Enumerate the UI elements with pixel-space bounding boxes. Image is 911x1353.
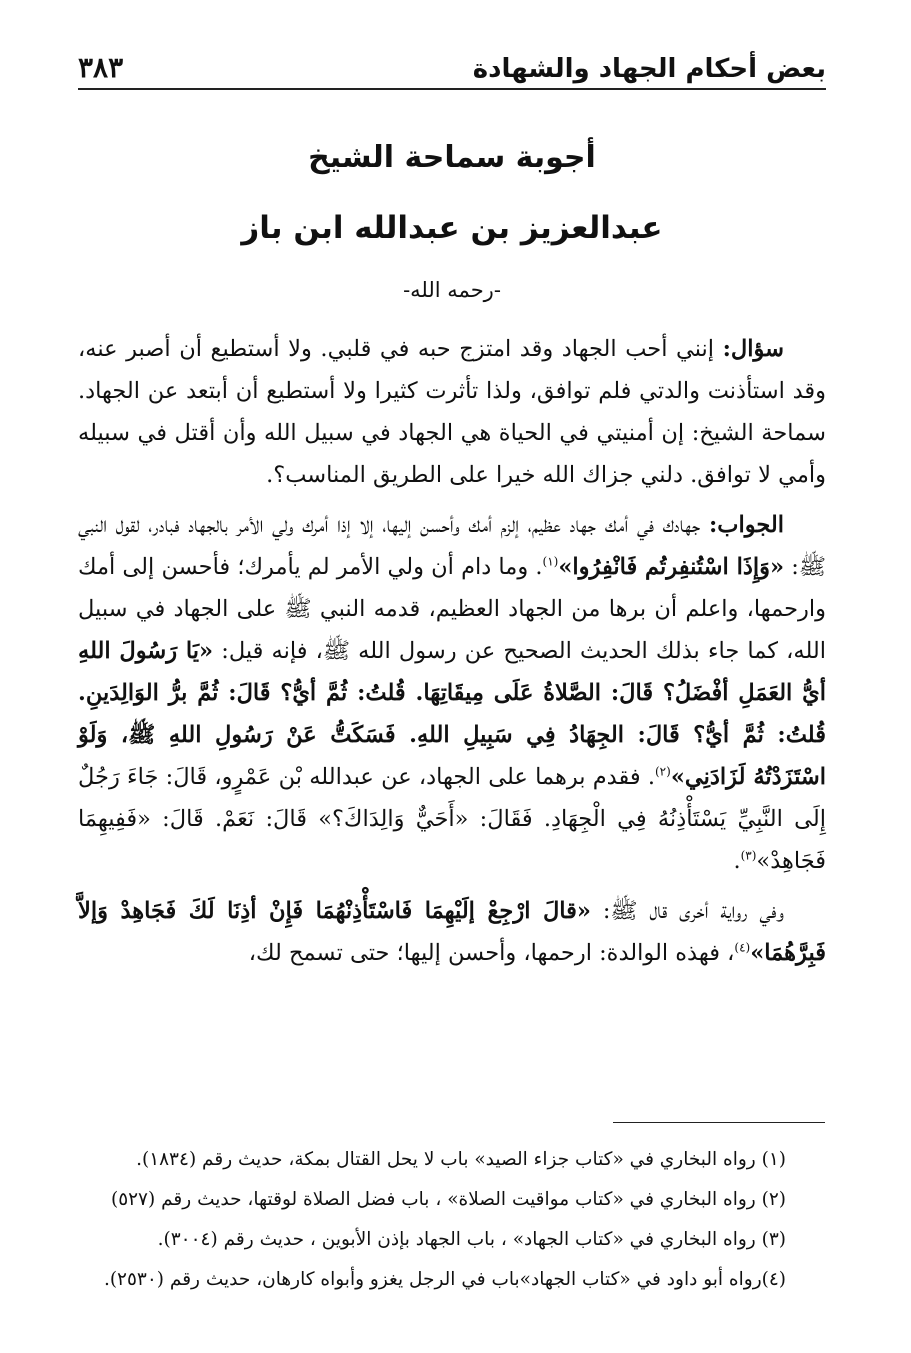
running-title: بعض أحكام الجهاد والشهادة [472,54,826,84]
answer-label: الجواب: [709,512,784,538]
answer-text-4: . [733,848,741,874]
footnotes [78,1140,826,1300]
page-number: ٣٨٣ [78,51,124,84]
question-paragraph [78,328,826,496]
footnote-4: (٤)رواه أبو داود في «كتاب الجهاد»باب في الرجل يغزو وأبواه كارهان، حديث رقم (٢٥٣٠). [103,1269,786,1290]
footnote-ref-3: (٣) [740,848,757,863]
footnote-separator [613,1122,825,1123]
page-header [78,42,826,90]
question-text: إنني أحب الجهاد وقد امتزج حبه في قلبي. ولا أستطيع أن أصبر عنه، وقد استأذنت والدتي فلم توافق، ولذا تأثرت كثيرا ولا أستطيع أن أبتعد عن الجهاد. سماحة الشيخ: إن أمنيتي في الحياة هي الجهاد في سبيل الله وأن أقتل في سبيله وأمي لا توافق. دلني جزاك الله خيرا على الطريق المناسب؟. [78,336,826,488]
body-text [78,328,826,982]
continuation-text-2: ، فهذه الوالدة: ارحمها، وأحسن إليها؛ حتى تسمح لك، [248,940,735,966]
answer-paragraph [78,504,826,882]
hadith-quote-2: «يَا رَسُولَ اللهِ أيُّ العَمَلِ أفْضَلُ؟ قَالَ: الصَّلاةُ عَلَى مِيقَاتِهَا. قُلتُ: ثُمَّ أيُّ؟ قَالَ: ثُمَّ برُّ الوَالِدَينِ. قُلتُ: ثُمَّ أيُّ؟ قَالَ: الجِهَادُ فِي سَبِيلِ اللهِ. فَسَكَتُّ عَنْ رَسُولِ اللهِ ﷺ، وَلَوْ اسْتَزَدْتُهُ لَزَادَنِي» [78,638,826,790]
hadith-quote-3: «قالَ ارْجِعْ إلَيْهِمَا فَاسْتَأْذِنْهُمَا فَإِنْ أذِنَا لَكَ فَجَاهِدْ وَإلاَّ فَبِرَّهُمَا» [78,898,826,966]
footnote-ref-1: (١) [542,554,559,569]
title-line-2: عبدالعزيز بن عبدالله ابن باز [241,210,663,246]
hadith-quote-1: «وَإِذَا اسْتُنفِرتُم فَانْفِرُوا» [558,554,785,580]
question-label: سؤال: [722,336,784,362]
answer-text-2: . وما دام أن ولي الأمر لم يأمرك؛ فأحسن إلى أمك وارحمها، واعلم أن برها من الجهاد العظيم، قدمه النبي ﷺ على الجهاد في سبيل الله، كما جاء بذلك الحديث الصحيح عن رسول الله ﷺ، فإنه قيل: [78,554,826,664]
footnote-2: (٢) رواه البخاري في «كتاب مواقيت الصلاة» ، باب فضل الصلاة لوقتها، حديث رقم (٥٢٧) [110,1189,786,1210]
continuation-paragraph [78,890,826,974]
footnote-ref-2: (٢) [654,764,671,779]
footnote-ref-4: (٤) [734,940,751,955]
footnote-3: (٣) رواه البخاري في «كتاب الجهاد» ، باب الجهاد بإذن الأبوين ، حديث رقم (٣٠٠٤). [157,1229,786,1250]
title-line-1: أجوبة سماحة الشيخ [308,140,596,175]
footnote-1: (١) رواه البخاري في «كتاب جزاء الصيد» باب لا يحل القتال بمكة، حديث رقم (١٨٣٤). [136,1149,786,1170]
title-line-3: -رحمه الله- [403,278,501,302]
answer-text-3: . فقدم برهما على الجهاد، عن عبدالله بْن عَمْرٍو، قَالَ: جَاءَ رَجُلٌ إِلَى النَّبِيِّ يَسْتَأْذِنُهُ فِي الْجِهَادِ. فَقَالَ: «أَحَيٌّ وَالِدَاكَ؟» قَالَ: نَعَمْ. قَالَ: «فَفِيهِمَا فَجَاهِدْ» [78,764,826,874]
continuation-text-1: وفي رواية أخرى قال ﷺ: [591,898,784,924]
answer-text-1: جهادك في أمك جهاد عظيم، إلزم أمك وأحسن إليها، إلا إذا أمرك ولي الأمر بالجهاد فبادر، لقول النبي ﷺ: [78,512,827,580]
